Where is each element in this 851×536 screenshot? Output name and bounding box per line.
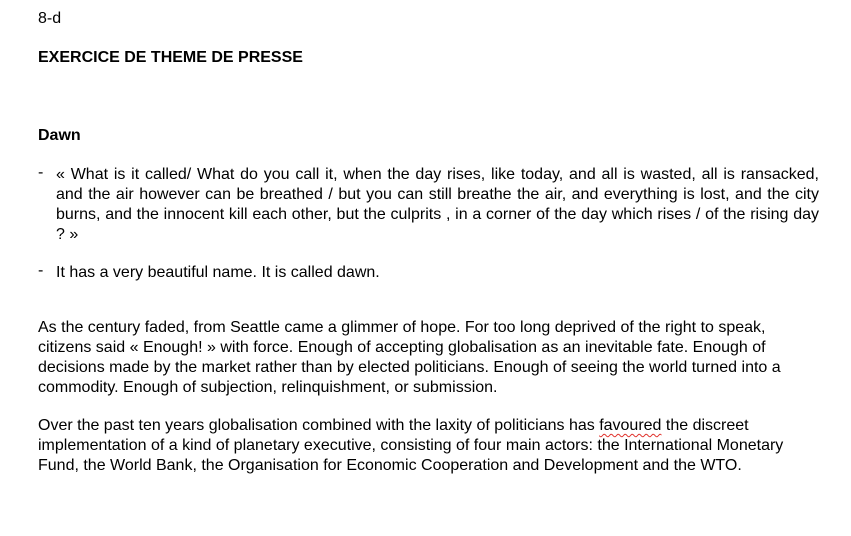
bullet-text: It has a very beautiful name. It is called dawn. — [56, 264, 380, 281]
paragraph-seattle: As the century faded, from Seattle came a glimmer of hope. For too long deprived of the right to speak, citizens said « Enough! » with force. Enough of accepting globalisation as an inevitable fate. Enough of decisions made by the market rather than by elected politicians. Enough of seeing the world turned into a commodity. Enough of subjection, relinquishment, or submission. — [38, 319, 781, 396]
document-title: EXERCICE DE THEME DE PRESSE — [38, 49, 303, 66]
bullet-item — [38, 165, 819, 245]
paragraph-text-start: Over the past ten years globalisation combined with the laxity of politicians has — [38, 417, 600, 434]
document-id: 8-d — [38, 10, 62, 27]
section-heading: Dawn — [38, 127, 81, 144]
bullet-marker: - — [38, 164, 44, 181]
spellcheck-flagged-word[interactable]: favoured — [599, 417, 662, 434]
bullet-item — [38, 263, 819, 283]
paragraph-text-end: the discreet implementation of a kind of planetary executive, consisting of four main actors: the International Monetary Fund, the World Bank, the Organisation for Economic Cooperation and Development and the WTO. — [38, 417, 784, 474]
bullet-text: « What is it called/ What do you call it, when the day rises, like today, and all is wasted, all is ransacked, and the air however can be breathed / but you can still breathe the air, and everything is lost, and the city burns, and the innocent kill each other, but the culprits , in a corner of the day which rises / of the rising day ? » — [56, 166, 819, 243]
paragraph-globalisation — [38, 416, 819, 476]
bullet-marker: - — [38, 262, 44, 279]
